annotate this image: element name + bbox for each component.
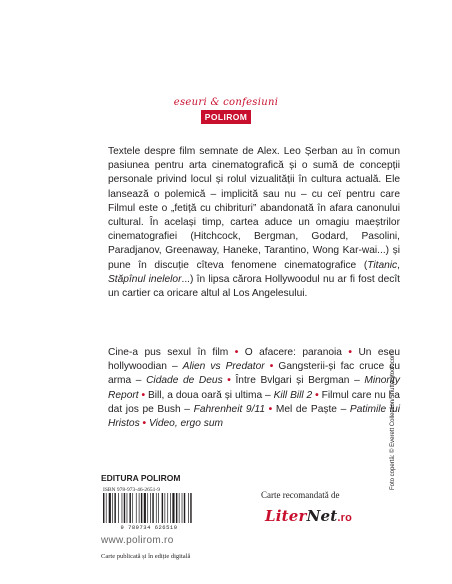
barcode-digits: 9 789734 626519 — [120, 524, 178, 531]
contents-item-text: O afacere: paranoia — [244, 347, 342, 358]
photo-credit: Foto copertă: © Everett Collection/Shutterstock.com — [390, 351, 396, 490]
contents-item-text: Între Bvlgari și Bergman – — [235, 375, 365, 387]
liternet-logo — [265, 507, 352, 525]
barcode-bar — [190, 493, 191, 523]
contents-item-text: Un eseu hollywoodian – — [108, 347, 400, 373]
liternet-logo-ro: .ro — [337, 512, 353, 524]
barcode-bar — [165, 493, 166, 523]
bullet-separator: • — [234, 347, 239, 358]
liternet-logo-liter: Liter — [265, 507, 307, 525]
contents-item — [245, 347, 342, 358]
barcode-bar — [109, 493, 111, 523]
contents-item-text: Gangsterii-și fac cruce cu arma – — [108, 361, 401, 387]
barcode-bar — [170, 493, 171, 523]
contents-item-title: Kill Bill 2 — [273, 389, 313, 401]
publisher-name: EDITURA POLIROM — [101, 473, 181, 483]
polirom-logo: POLIROM — [201, 110, 251, 124]
recommended-label: Carte recomandată de — [261, 490, 340, 500]
barcode-bar — [118, 493, 119, 523]
barcode-bar — [122, 493, 123, 523]
barcode-bar — [114, 493, 115, 523]
barcode-bar — [176, 493, 177, 523]
digital-edition-note: Carte publicată și în ediție digitală — [101, 553, 191, 560]
contents-item — [149, 418, 223, 429]
back-cover-blurb — [108, 145, 400, 301]
barcode-bar — [182, 493, 183, 523]
barcode-bar — [158, 493, 159, 523]
blurb-text: Textele despre film semnate de Alex. Leo Șerban au în comun pasiunea pentru arta cinematografică și o sumă de concepții personale privind locul și rolul vizualității în cultura actuală. Ele lansează o polemică – implicită sau nu – cu ceï pentru care Filmul este o „fetiță cu chibrituri” abandonată în afara canonului cultural. În același timp, cartea aduce un omagiu maeștrilor cinematografiei (Hitchcock, Bergman, Godard, Pasolini, Paradjanov, Greenaway, Haneke, Tarantino, Wong Kar-wai...) și pune în discuție cîteva fenomene cinematografice ( — [108, 146, 400, 271]
publisher-website[interactable]: www.polirom.ro — [101, 535, 174, 546]
barcode-bar — [162, 493, 163, 523]
bullet-separator: • — [227, 375, 231, 387]
bullet-separator: • — [142, 418, 147, 430]
barcode-bar — [106, 493, 107, 523]
isbn: ISBN 978-973-46-2651-9 — [103, 487, 160, 493]
contents-item-title: Video, ergo sum — [148, 418, 223, 430]
blurb-text-end: ...) în lipsa cărora Hollywoodul nu ar fi fost decît un cartier ca oricare altul al Los Angelesului. — [108, 273, 400, 300]
barcode — [101, 493, 197, 523]
bullet-separator: • — [315, 389, 319, 401]
contents-item-title: Patimile lui Hristos — [108, 403, 400, 430]
series-name: eseuri & confesiuni — [173, 97, 279, 108]
barcode-bar — [172, 493, 174, 523]
contents-item — [148, 390, 312, 401]
barcode-bar — [136, 493, 137, 523]
barcode-bar — [150, 493, 151, 523]
blurb-title-lotr: Stăpînul inelelor — [108, 273, 182, 285]
barcode-bar — [188, 493, 189, 523]
barcode-bar — [141, 493, 142, 523]
bullet-separator: • — [141, 389, 146, 401]
barcode-bar — [127, 493, 128, 523]
bullet-separator: • — [269, 361, 274, 373]
contents-item-title: Minority Report — [108, 375, 400, 401]
barcode-bar — [144, 493, 146, 523]
contents-list — [108, 346, 400, 431]
blurb-separator: , — [397, 259, 400, 271]
contents-item-text: Bill, a doua oară și ultima – — [147, 389, 274, 401]
contents-item-title: Fahrenheit 9/11 — [193, 403, 266, 415]
liternet-logo-net: Net — [306, 507, 338, 525]
bullet-separator: • — [268, 403, 273, 415]
barcode-bar — [184, 493, 185, 523]
barcode-bar — [139, 493, 140, 523]
barcode-bar — [152, 493, 153, 523]
bullet-separator: • — [348, 347, 352, 358]
barcode-bar — [124, 493, 125, 523]
barcode-bar — [156, 493, 157, 523]
contents-item-text: Mel de Paște – — [275, 403, 350, 415]
barcode-bar — [147, 493, 148, 523]
barcode-bar — [103, 493, 104, 523]
barcode-bar — [167, 493, 168, 523]
contents-item-title: Cidade de Deus — [146, 375, 223, 387]
contents-item-text: Filmul care nu l-a dat jos pe Bush – — [108, 389, 400, 415]
barcode-bar — [112, 493, 113, 523]
barcode-bar — [132, 493, 133, 523]
contents-item — [108, 347, 228, 358]
contents-item-text: Cine-a pus sexul în film — [108, 347, 229, 358]
contents-item-title: Alien vs Predator — [182, 361, 265, 373]
barcode-bar — [129, 493, 130, 523]
blurb-title-titanic: Titanic — [367, 259, 398, 271]
barcode-bar — [179, 493, 180, 523]
